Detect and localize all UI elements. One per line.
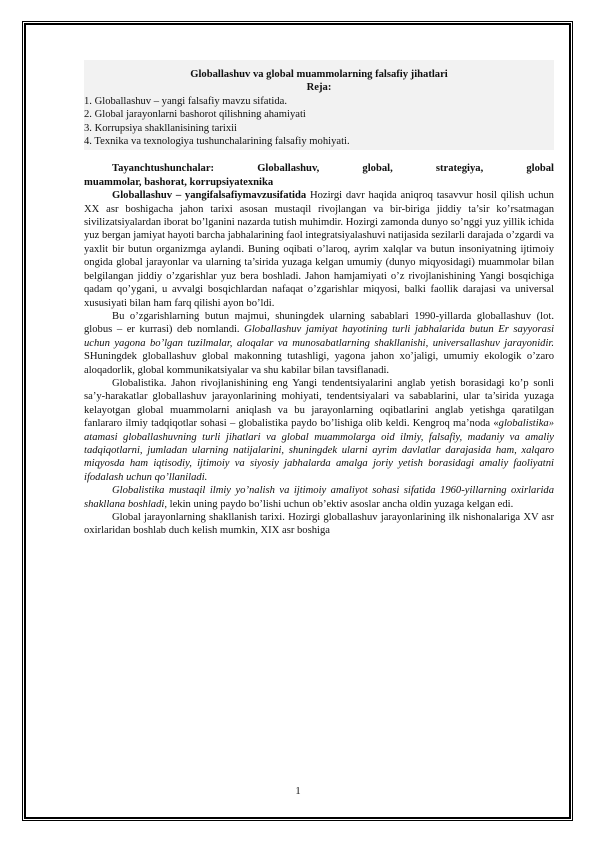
keywords-label: Tayanchtushunchalar: bbox=[112, 163, 215, 175]
paragraph bbox=[84, 189, 554, 310]
paragraph bbox=[84, 310, 554, 377]
paragraph-text: Globalistika. Jahon rivojlanishining eng Yangi tendentsiyalarini anglab yetish borasidagi ko’p sonli sa’y-harakatlar globallashuv jarayonlarining mohiyati, tendentsiyalari va sabablarini, ular ta’sirida yuzaga kelayotgan global muammolarni aniqlash va bu jarayonlarning oqibatlarini anglab yetishga qaratilgan fanlararo ilmiy tadqiqotlar sohasi – globalistika paydo bo’lishiga olib keldi. Kengroq ma’noda « bbox=[84, 377, 554, 430]
definition-text: globalistika» atamasi globallashuvning turli jihatlari va global muammolarga oid ilmiy, falsafiy, madaniy va amaliy tadqiqotlarni, jumladan ularning natijalarini, shuningdek ularni ayrim davlatlar darajasida ham, xalqaro miqyosda ham iqtisodiy, ijtimoiy va siyosiy jabhalarda amalga joriy yetish borasidagi amaliy faoliyatni ifodalash uchun qo’llaniladi. bbox=[84, 418, 554, 483]
plan-heading: Reja: bbox=[306, 82, 332, 94]
paragraph bbox=[84, 377, 554, 484]
keywords-list: Globallashuv, global, strategiya, global bbox=[257, 163, 554, 175]
page-number: 1 bbox=[295, 786, 301, 797]
paragraph-text: Hozirgi davr haqida aniqroq tasavvur hosil qilish uchun XX asr boshigacha jahon tarixi asosan mustaqil rivojlangan va bir-biriga jiddiy ta’sir ko’rsatmagan sivilizatsiyalardan iborat bo’lganini nazarda tutish muhimdir. Hozirgi zamonda dunyo so’nggi yuz yillik ichida yuz bergan jamiyat hayoti barcha jabhalarining faol integratsiyalashuvi natijasida sezilarli darajada o’zgardi va yaxlit bir butun organizmga aylandi. Buning oqibati o’laroq, ayrim xalqlar va butun insoniyatning ijtimoiy ongida global jarayonlar va ularning ta’sirida yuzaga kelgan umumiy (dunyo miqyosidagi) muammolar bilan belgilangan jiddiy o’zgarishlar yuz bera boshladi. Jahon hamjamiyati o’z rivojlanishining Yangi bosqichiga qadam qo’ygani, u avvalgi bosqichlardan nafaqat o’zgarishlar miqyosi, balki faollik darajasi va universal xususiyati bilan ham farq qilishi ayon bo’ldi. bbox=[84, 190, 554, 309]
paragraph-text: Global jarayonlarning shakllanish tarixi. Hozirgi globallashuv jarayonlarining ilk nishonalariga XV asr oxirlaridan boshlab duch kelish mumkin, XIX asr boshiga bbox=[84, 512, 554, 537]
paragraph-text: , lekin uning paydo bo’lishi uchun ob’ektiv asoslar ancha oldin yuzaga kelgan edi. bbox=[164, 498, 514, 510]
plan-item: 4. Texnika va texnologiya tushunchalarining falsafiy mohiyati. bbox=[84, 136, 350, 148]
document-body bbox=[84, 60, 554, 538]
plan-item: 1. Globallashuv – yangi falsafiy mavzu sifatida. bbox=[84, 95, 287, 107]
section-heading: Globallashuv – yangifalsafiymavzusifatida bbox=[112, 190, 307, 202]
paragraph-text: Bu o’zgarishlarning butun majmui, shuningdek ularning sabablari 1990-yillarda globallashuv (lot. globus – er kurrasi) deb nomlandi. bbox=[84, 310, 554, 336]
paragraph-text: SHuningdek globallashuv global makonning tutashligi, yagona jahon xo’jaligi, umumiy ekologik o’zaro aloqadorlik, global kommunikatsiyalar va shu kabilar bilan tavsiflanadi. bbox=[84, 351, 554, 376]
definition-text: Globalistika mustaqil ilmiy yo’nalish va ijtimoiy amaliyot sohasi sifatida 1960-yillarning oxirlarida shakllana boshladi bbox=[84, 485, 554, 510]
paragraph bbox=[84, 511, 554, 538]
plan-item: 3. Korrupsiya shakllanisining tarixii bbox=[84, 122, 237, 134]
paragraph bbox=[84, 484, 554, 511]
definition-text: Globallashuv jamiyat hayotining turli jabhalarida butun Er sayyorasi uchun yagona bo’lgan tuzilmalar, aloqalar va munosabatlarning shakllanishi, universallashuv jarayonidir. bbox=[84, 324, 555, 349]
document-title: Globallashuv va global muammolarning falsafiy jihatlari bbox=[190, 69, 448, 80]
header-block bbox=[84, 60, 554, 150]
keywords-line-continued: muammolar, bashorat, korrupsiyatexnika bbox=[84, 176, 274, 188]
keywords-line bbox=[84, 162, 554, 175]
plan-item: 2. Global jarayonlarni bashorot qilishning ahamiyati bbox=[84, 109, 306, 121]
